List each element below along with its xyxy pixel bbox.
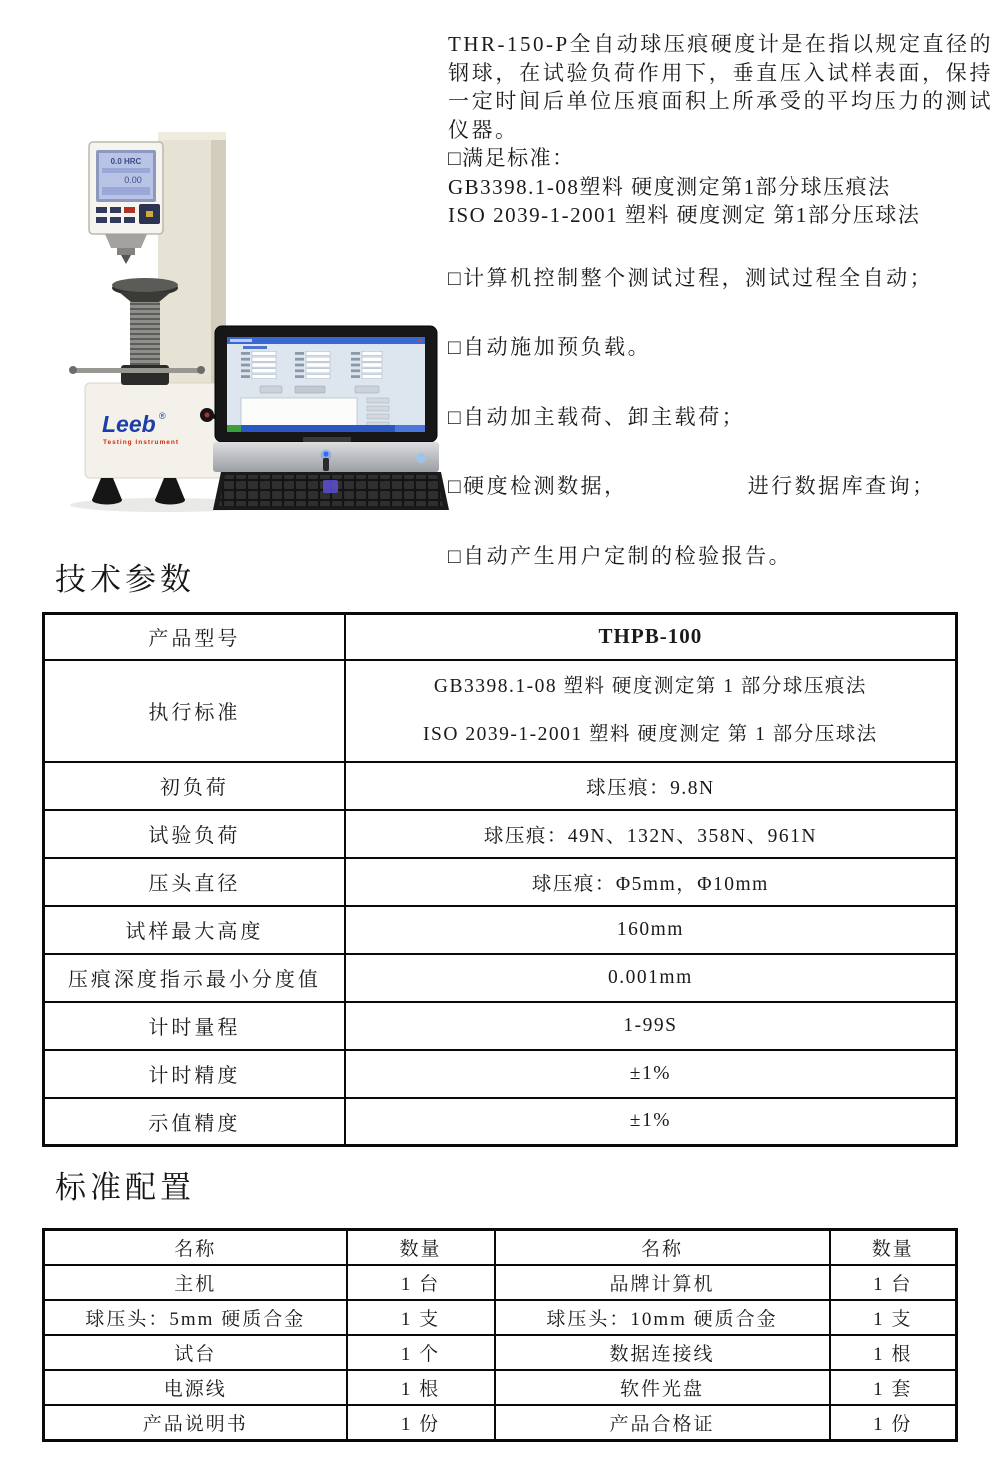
row-label: 试样最大高度 (44, 906, 345, 954)
row-value: ±1% (345, 1050, 957, 1098)
table-row (44, 906, 957, 954)
item-qty: 1 份 (347, 1405, 495, 1441)
column-header: 名称 (495, 1230, 830, 1266)
hand-lever (73, 368, 201, 373)
row-value: 160mm (345, 906, 957, 954)
product-description: THR-150-P全自动球压痕硬度计是在指以规定直径的钢球，在试验负荷作用下，垂直压入试样表面，保持一定时间后单位压痕面积上所承受的平均压力的测试仪器。 (448, 32, 993, 142)
standards-heading: □满足标准： (448, 146, 575, 170)
standard-line: ISO 2039-1-2001 塑料 硬度测定 第 1 部分压球法 (423, 723, 878, 745)
column-header: 名称 (44, 1230, 347, 1266)
table-row (44, 1300, 957, 1335)
item-name: 数据连接线 (495, 1335, 830, 1370)
item-name: 球压头：10mm 硬质合金 (495, 1300, 830, 1335)
row-label: 执行标准 (44, 660, 345, 762)
row-label: 压头直径 (44, 858, 345, 906)
item-qty: 1 支 (347, 1300, 495, 1335)
table-row (44, 762, 957, 810)
feature-item (448, 472, 993, 501)
item-name: 产品合格证 (495, 1405, 830, 1441)
product-photo (55, 80, 450, 525)
standard-config-table (42, 1228, 958, 1442)
control-panel (89, 142, 163, 234)
item-qty: 1 根 (830, 1335, 957, 1370)
table-row (44, 858, 957, 906)
svg-text:®: ® (159, 411, 166, 421)
feature-item-right: 进行数据库查询； (747, 474, 936, 498)
table-row (44, 1265, 957, 1300)
table-row (44, 1405, 957, 1441)
item-qty: 1 套 (830, 1370, 957, 1405)
computer-monitor (213, 326, 439, 472)
standard-item: GB3398.1-08塑料 硬度测定第1部分球压痕法 (448, 174, 891, 199)
item-qty: 1 台 (347, 1265, 495, 1300)
table-row (44, 1002, 957, 1050)
row-value: 0.001mm (345, 954, 957, 1002)
table-row (44, 1370, 957, 1405)
row-label: 压痕深度指示最小分度值 (44, 954, 345, 1002)
item-name: 球压头：5mm 硬质合金 (44, 1300, 347, 1335)
row-label: 初负荷 (44, 762, 345, 810)
standard-config-heading: 标准配置 (55, 1170, 195, 1205)
computer-keyboard (213, 472, 449, 510)
feature-item: □自动加主载荷、卸主载荷； (448, 404, 746, 429)
table-row (44, 614, 957, 660)
column-header: 数量 (830, 1230, 957, 1266)
tech-params-heading: 技术参数 (55, 562, 195, 597)
table-row (44, 810, 957, 858)
item-name: 产品说明书 (44, 1405, 347, 1441)
indenter (105, 234, 147, 264)
svg-text:Leeb: Leeb (102, 411, 156, 437)
row-value: 球压痕：9.8N (345, 762, 957, 810)
row-value: 球压痕：49N、132N、358N、961N (345, 810, 957, 858)
keyboard-glow (323, 480, 338, 493)
feature-item: □计算机控制整个测试过程，测试过程全自动； (448, 265, 934, 290)
table-row (44, 954, 957, 1002)
item-name: 主机 (44, 1265, 347, 1300)
row-value (345, 660, 957, 762)
item-qty: 1 份 (830, 1405, 957, 1441)
row-label: 计时量程 (44, 1002, 345, 1050)
item-name: 试台 (44, 1335, 347, 1370)
row-label: 试验负荷 (44, 810, 345, 858)
row-value: 1-99S (345, 1002, 957, 1050)
standard-item: ISO 2039-1-2001 塑料 硬度测定 第1部分压球法 (448, 203, 921, 227)
item-name: 软件光盘 (495, 1370, 830, 1405)
item-qty: 1 个 (347, 1335, 495, 1370)
feature-item-left: □硬度检测数据， (448, 474, 628, 498)
row-value: 球压痕：Φ5mm，Φ10mm (345, 858, 957, 906)
standard-line: GB3398.1-08 塑料 硬度测定第 1 部分球压痕法 (433, 675, 867, 697)
item-qty: 1 支 (830, 1300, 957, 1335)
feature-item: □自动施加预负载。 (448, 335, 652, 359)
row-value: THPB-100 (345, 614, 957, 660)
power-led (323, 451, 328, 456)
row-value: ±1% (345, 1098, 957, 1146)
table-header-row (44, 1230, 957, 1266)
row-label: 产品型号 (44, 614, 345, 660)
item-qty: 1 台 (830, 1265, 957, 1300)
column-header: 数量 (347, 1230, 495, 1266)
table-row (44, 1335, 957, 1370)
table-row (44, 660, 957, 762)
tech-params-table (42, 612, 958, 1147)
item-name: 电源线 (44, 1370, 347, 1405)
svg-text:Testing Instrument: Testing Instrument (103, 439, 180, 446)
row-label: 示值精度 (44, 1098, 345, 1146)
intro-text-block (448, 30, 993, 570)
feature-item: □自动产生用户定制的检验报告。 (448, 543, 793, 568)
item-qty: 1 根 (347, 1370, 495, 1405)
brand-emblem (416, 453, 426, 463)
machine-and-computer-illustration (55, 80, 450, 525)
table-row (44, 1098, 957, 1146)
item-name: 品牌计算机 (495, 1265, 830, 1300)
row-label: 计时精度 (44, 1050, 345, 1098)
lcd-line2: 0.00 (124, 175, 142, 185)
lcd-line1: 0.0 HRC (110, 157, 142, 166)
table-row (44, 1050, 957, 1098)
